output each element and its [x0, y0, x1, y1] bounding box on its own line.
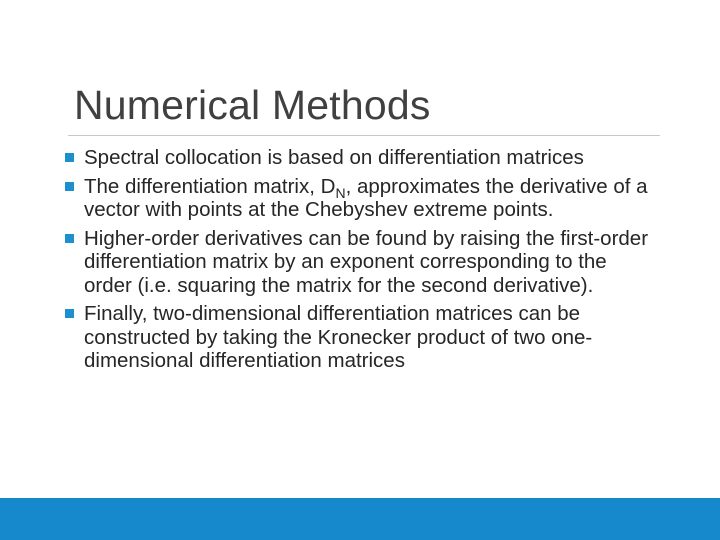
bullet-text-after: , approximates the derivative of a vector with points at the Chebyshev extreme points.: [84, 174, 648, 221]
bullet-text-before: The differentiation matrix, D: [84, 174, 336, 198]
square-bullet-icon: [65, 153, 74, 162]
bullet-item: [62, 227, 652, 298]
bullet-text: Spectral collocation is based on differentiation matrices: [84, 146, 584, 169]
bullet-item: [62, 175, 652, 222]
square-bullet-icon: [65, 309, 74, 318]
title-divider: [68, 135, 660, 136]
slide-title: Numerical Methods: [74, 82, 431, 128]
bullet-text: Finally, two-dimensional differentiation matrices can be constructed by taking the Kronecker product of two one-dimensional differentiation matrices: [84, 302, 593, 372]
bullet-list: [62, 146, 652, 378]
footer-accent-bar: [0, 498, 720, 540]
square-bullet-icon: [65, 182, 74, 191]
subscript: N: [335, 184, 346, 201]
bullet-item: [62, 146, 652, 170]
bullet-text: Higher-order derivatives can be found by raising the first-order differentiation matrix by an exponent corresponding to the order (i.e. squaring the matrix for the second derivative).: [84, 226, 649, 297]
square-bullet-icon: [65, 234, 74, 243]
bullet-item: [62, 302, 652, 373]
